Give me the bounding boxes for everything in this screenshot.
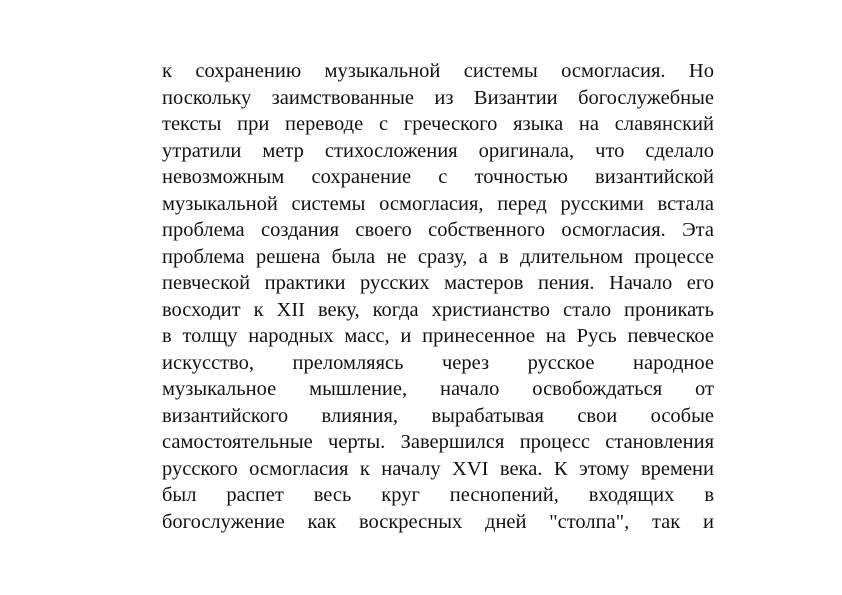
text-line: музыкальное мышление, начало освобождаться от xyxy=(162,378,714,400)
text-line: к сохранению музыкальной системы осмогласия. Но xyxy=(162,60,714,82)
text-line: музыкальной системы осмогласия, перед русскими встала xyxy=(162,192,714,215)
text-line: русского осмогласия к началу XVI века. К этому времени xyxy=(162,457,714,480)
text-line: невозможным сохранение с точностью византийской xyxy=(162,166,714,188)
text-line: проблема решена была не сразу, а в длительном процессе xyxy=(162,245,714,268)
text-line: тексты при переводе с греческого языка на славянский xyxy=(162,113,714,135)
text-line: проблема создания своего собственного осмогласия. Эта xyxy=(162,219,714,241)
text-line: богослужение как воскресных дней "столпа", так и xyxy=(162,510,714,533)
text-line: византийского влияния, вырабатывая свои особые xyxy=(162,404,714,427)
text-line: восходит к XII веку, когда христианство стало проникать xyxy=(162,298,714,321)
text-line: был распет весь круг песнопений, входящих в xyxy=(162,484,714,506)
text-line: поскольку заимствованные из Византии богослужебные xyxy=(162,86,714,109)
body-paragraph xyxy=(162,58,714,535)
text-line: утратили метр стихосложения оригинала, что сделало xyxy=(162,139,714,162)
text-line: в толщу народных масс, и принесенное на Русь певческое xyxy=(162,325,714,347)
text-line: певческой практики русских мастеров пения. Начало его xyxy=(162,272,714,294)
text-line: самостоятельные черты. Завершился процесс становления xyxy=(162,431,714,453)
text-line: искусство, преломляясь через русское народное xyxy=(162,351,714,374)
